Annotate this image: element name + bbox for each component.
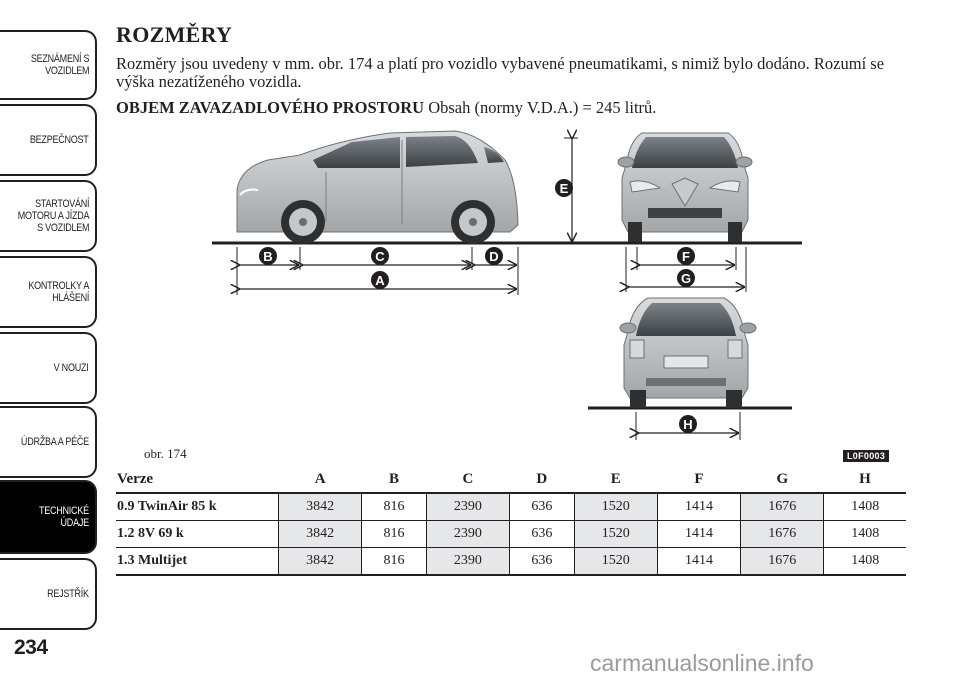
table-cell: 1520: [574, 521, 657, 548]
table-cell: 1414: [657, 548, 740, 576]
trunk-heading: OBJEM ZAVAZADLOVÉHO PROSTORU: [116, 98, 425, 117]
header-a: A: [279, 466, 362, 493]
intro-paragraph: Rozměry jsou uvedeny v mm. obr. 174 a platí pro vozidlo vybavené pneumatikami, s nimiž bylo dodáno. Rozumí se výška nezatíženého vozidla.: [116, 54, 885, 91]
version-cell: 0.9 TwinAir 85 k: [116, 493, 279, 521]
table-cell: 636: [510, 493, 574, 521]
section-title: ROZMĚRY: [116, 22, 233, 47]
trunk-text: Obsah (normy V.D.A.) = 245 litrů.: [424, 98, 657, 117]
version-cell: 1.2 8V 69 k: [116, 521, 279, 548]
watermark: carmanualsonline.info: [590, 650, 814, 676]
header-b: B: [362, 466, 426, 493]
dimension-e: [555, 138, 578, 241]
table-cell: 816: [362, 548, 426, 576]
table-cell: 1414: [657, 493, 740, 521]
car-front-view: [618, 133, 752, 242]
table-cell: 816: [362, 493, 426, 521]
table-cell: 1676: [741, 521, 824, 548]
header-h: H: [824, 466, 906, 493]
header-g: G: [741, 466, 824, 493]
table-cell: 1414: [657, 521, 740, 548]
label-d: D: [489, 249, 499, 264]
table-cell: 3842: [279, 521, 362, 548]
dimension-bcd: [237, 247, 518, 295]
tab-label: TECHNICKÉ ÚDAJE: [39, 505, 89, 529]
table-cell: 1408: [824, 493, 906, 521]
header-f: F: [657, 466, 740, 493]
tab-label: ÚDRŽBA A PÉČE: [21, 436, 89, 448]
table-cell: 636: [510, 548, 574, 576]
label-f: F: [682, 249, 690, 264]
table-row: [116, 548, 906, 576]
label-c: C: [375, 249, 385, 264]
table-cell: 2390: [426, 521, 509, 548]
figure-caption: obr. 174: [144, 446, 187, 461]
table-cell: 1520: [574, 493, 657, 521]
table-cell: 636: [510, 521, 574, 548]
table-row: [116, 521, 906, 548]
tab-label: STARTOVÁNÍ MOTORU A JÍZDA S VOZIDLEM: [17, 198, 89, 234]
label-a: A: [375, 273, 385, 288]
figure-code: L0F0003: [843, 450, 889, 462]
table-cell: 1520: [574, 548, 657, 576]
table-cell: 1408: [824, 521, 906, 548]
table-header-row: [116, 466, 906, 493]
table-cell: 2390: [426, 493, 509, 521]
header-verze: Verze: [116, 466, 279, 493]
dimensions-table: [116, 466, 906, 576]
car-rear-view: [588, 298, 792, 408]
table-row: [116, 493, 906, 521]
header-d: D: [510, 466, 574, 493]
tab-label: V NOUZI: [54, 362, 89, 374]
label-h: H: [683, 417, 693, 432]
tab-label: SEZNÁMENÍ S VOZIDLEM: [30, 53, 89, 77]
table-cell: 2390: [426, 548, 509, 576]
tab-label: BEZPEČNOST: [30, 134, 89, 146]
tab-label: KONTROLKY A HLÁŠENÍ: [28, 280, 89, 304]
version-cell: 1.3 Multijet: [116, 548, 279, 576]
header-e: E: [574, 466, 657, 493]
table-cell: 1676: [741, 493, 824, 521]
dimension-h: [636, 412, 740, 440]
table-cell: 1676: [741, 548, 824, 576]
page-number: 234: [14, 636, 48, 659]
table-cell: 3842: [279, 548, 362, 576]
tab-label: REJSTŘÍK: [47, 588, 89, 600]
label-e: E: [559, 181, 569, 196]
dimension-f-g: [626, 247, 746, 292]
header-c: C: [426, 466, 509, 493]
label-g: G: [680, 271, 692, 286]
table-cell: 1408: [824, 548, 906, 576]
table-cell: 3842: [279, 493, 362, 521]
label-b: B: [263, 249, 273, 264]
table-cell: 816: [362, 521, 426, 548]
